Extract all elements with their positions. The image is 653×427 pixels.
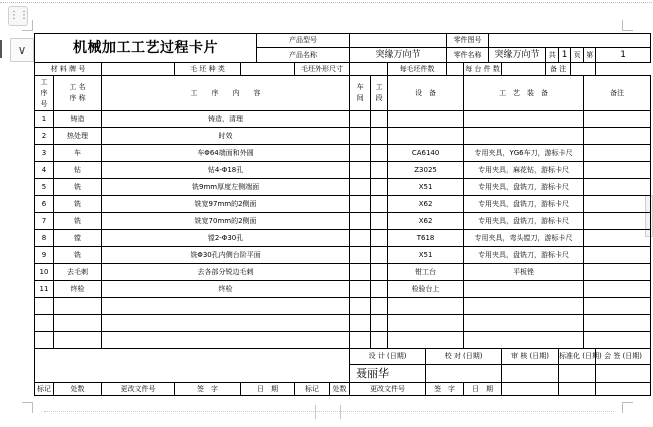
per-blank-label: 每毛坯件数 <box>388 63 447 76</box>
op-name: 铸造 <box>54 111 102 128</box>
standard-date-label: 标准化 (日期) <box>559 349 596 365</box>
op-tooling <box>464 315 584 332</box>
op-workshop <box>350 264 371 281</box>
op-remarks <box>584 111 651 128</box>
op-equipment: Z3025 <box>388 162 464 179</box>
op-equipment: 检验台上 <box>388 281 464 298</box>
op-tooling: 专用夹具，盘铣刀，游标卡尺 <box>464 247 584 264</box>
product-name-label: 产品名称 <box>257 48 350 63</box>
header-content: 工 序 内 容 <box>102 76 350 111</box>
table-row <box>35 264 651 281</box>
op-name: 热处理 <box>54 128 102 145</box>
part-drawing-label: 零件图号 <box>447 34 489 48</box>
total-pages-unit: 页 <box>571 48 584 63</box>
op-workshop <box>350 281 371 298</box>
op-name: 去毛刺 <box>54 264 102 281</box>
op-content <box>102 298 350 315</box>
op-equipment: X62 <box>388 196 464 213</box>
design-date-label: 设 计 (日期) <box>350 349 426 365</box>
table-row <box>35 332 651 349</box>
product-model-value[interactable] <box>350 34 447 48</box>
table-row <box>35 162 651 179</box>
op-workshop <box>350 162 371 179</box>
table-row <box>35 213 651 230</box>
op-remarks <box>584 230 651 247</box>
remark-value[interactable] <box>571 63 596 76</box>
per-unit-label: 每 台 件 数 <box>464 63 502 76</box>
op-equipment <box>388 298 464 315</box>
op-name <box>54 332 102 349</box>
op-number: 9 <box>35 247 54 264</box>
header-tooling: 工 艺 装 备 <box>464 76 584 111</box>
blank-type-value[interactable] <box>241 63 295 76</box>
op-content: 铣宽70mm的2侧面 <box>102 213 350 230</box>
header-remarks: 备注 <box>584 76 651 111</box>
top-dotted-guide <box>0 2 652 13</box>
per-blank-value[interactable] <box>447 63 464 76</box>
total-pages-label: 共 <box>546 48 559 63</box>
current-page-label: 第 <box>584 48 596 63</box>
op-name: 终检 <box>54 281 102 298</box>
op-equipment: X51 <box>388 179 464 196</box>
op-content: 终检 <box>102 281 350 298</box>
op-tooling: 专用夹具，盘铣刀，游标卡尺 <box>464 213 584 230</box>
header-section: 工 段 <box>375 83 383 102</box>
op-name: 铣 <box>54 213 102 230</box>
op-name: 车 <box>54 145 102 162</box>
op-workshop <box>350 179 371 196</box>
op-tooling: 专用夹具，盘铣刀，游标卡尺 <box>464 179 584 196</box>
rev-blank-1 <box>502 383 559 396</box>
op-name <box>54 315 102 332</box>
product-name-value[interactable]: 突缘万向节 <box>350 48 447 63</box>
op-tooling <box>464 281 584 298</box>
rev-mark-label: 标记 <box>295 383 330 396</box>
material-value[interactable] <box>102 63 175 76</box>
rev-date-label: 日 期 <box>241 383 295 396</box>
per-unit-value[interactable] <box>502 63 546 76</box>
current-page-value[interactable]: 1 <box>596 48 651 63</box>
op-remarks <box>584 281 651 298</box>
op-equipment: X62 <box>388 213 464 230</box>
op-tooling <box>464 332 584 349</box>
text-cursor-marker <box>0 40 6 58</box>
designer-signature[interactable]: 聂丽华 <box>350 365 426 383</box>
op-workshop <box>350 230 371 247</box>
op-remarks <box>584 332 651 349</box>
blank-type-label: 毛 坯 种 类 <box>175 63 241 76</box>
op-number <box>35 332 54 349</box>
op-equipment: CA6140 <box>388 145 464 162</box>
header-equipment: 设 备 <box>388 76 464 111</box>
op-workshop <box>350 145 371 162</box>
op-workshop <box>350 332 371 349</box>
op-tooling: 专用夹具，麻花钻，游标卡尺 <box>464 162 584 179</box>
op-section <box>371 196 388 213</box>
op-workshop <box>350 196 371 213</box>
op-tooling: 专用夹具，YG6车刀，游标卡尺 <box>464 145 584 162</box>
op-workshop <box>350 298 371 315</box>
remark-label: 备 注 <box>546 63 571 76</box>
op-workshop <box>350 247 371 264</box>
op-equipment <box>388 332 464 349</box>
op-equipment: 钳工台 <box>388 264 464 281</box>
rev-count-label: 处数 <box>54 383 102 396</box>
op-section <box>371 145 388 162</box>
page-corner-mark <box>622 20 633 31</box>
page-corner-mark <box>22 20 33 31</box>
table-row <box>35 111 651 128</box>
op-content: 时效 <box>102 128 350 145</box>
op-remarks <box>584 264 651 281</box>
op-tooling <box>464 298 584 315</box>
header-name: 工 名 序 称 <box>69 83 86 102</box>
part-name-value[interactable]: 突缘万向节 <box>489 48 546 63</box>
table-row <box>35 315 651 332</box>
op-name: 铣 <box>54 196 102 213</box>
op-tooling <box>464 128 584 145</box>
op-workshop <box>350 213 371 230</box>
op-workshop <box>350 128 371 145</box>
table-row <box>35 196 651 213</box>
op-tooling: 专用夹具，盘铣刀，游标卡尺 <box>464 196 584 213</box>
ruler-tick <box>315 405 316 419</box>
op-number: 8 <box>35 230 54 247</box>
op-equipment <box>388 315 464 332</box>
op-content: 镗2-Φ30孔 <box>102 230 350 247</box>
op-remarks <box>584 145 651 162</box>
op-tooling <box>464 111 584 128</box>
part-drawing-value[interactable] <box>489 34 651 48</box>
op-number: 6 <box>35 196 54 213</box>
part-name-label: 零件名称 <box>447 48 489 63</box>
op-number: 7 <box>35 213 54 230</box>
op-section <box>371 162 388 179</box>
op-section <box>371 315 388 332</box>
checker-signature[interactable] <box>426 365 502 383</box>
header-workshop: 车 间 <box>356 83 364 102</box>
op-remarks <box>584 196 651 213</box>
op-section <box>371 264 388 281</box>
op-name: 铣 <box>54 179 102 196</box>
op-number <box>35 315 54 332</box>
table-row <box>35 230 651 247</box>
page-corner-mark <box>622 402 633 413</box>
op-content: 铸造，清理 <box>102 111 350 128</box>
table-row <box>35 247 651 264</box>
op-content <box>102 332 350 349</box>
op-section <box>371 111 388 128</box>
countersign-signature[interactable] <box>596 365 651 383</box>
table-row <box>35 128 651 145</box>
op-name: 钻 <box>54 162 102 179</box>
blank-size-value[interactable] <box>350 63 388 76</box>
op-number: 4 <box>35 162 54 179</box>
rev-sign-label: 签 字 <box>175 383 241 396</box>
op-number: 10 <box>35 264 54 281</box>
ruler-tick <box>340 405 341 419</box>
op-content: 钻4-Φ18孔 <box>102 162 350 179</box>
page-corner-mark <box>22 402 33 413</box>
card-title: 机械加工工艺过程卡片 <box>35 34 257 63</box>
process-card-table <box>34 33 651 396</box>
bottom-dotted-guide <box>44 411 614 422</box>
op-content <box>102 315 350 332</box>
op-number: 1 <box>35 111 54 128</box>
op-name: 铣 <box>54 247 102 264</box>
rev-sign-label: 签 字 <box>426 383 464 396</box>
material-label: 材 料 牌 号 <box>35 63 102 76</box>
check-date-label: 校 对 (日期) <box>426 349 502 365</box>
op-number: 2 <box>35 128 54 145</box>
op-section <box>371 128 388 145</box>
table-row <box>35 298 651 315</box>
op-remarks <box>584 179 651 196</box>
op-section <box>371 247 388 264</box>
op-equipment: T618 <box>388 230 464 247</box>
header-seq: 工 序 号 <box>40 77 48 108</box>
op-content: 铣9mm厚度左侧端面 <box>102 179 350 196</box>
op-remarks <box>584 162 651 179</box>
op-workshop <box>350 315 371 332</box>
op-section <box>371 230 388 247</box>
op-remarks <box>584 213 651 230</box>
rev-count-label: 处数 <box>330 383 350 396</box>
approval-blank <box>35 349 350 383</box>
op-equipment: X51 <box>388 247 464 264</box>
total-pages-value[interactable]: 1 <box>559 48 571 63</box>
op-equipment <box>388 111 464 128</box>
op-content: 去各部分锐边毛刺 <box>102 264 350 281</box>
drag-handle-icon[interactable]: ⋮⋮ <box>8 6 28 26</box>
op-section <box>371 179 388 196</box>
op-section <box>371 213 388 230</box>
op-name <box>54 298 102 315</box>
op-remarks <box>584 298 651 315</box>
table-row <box>35 179 651 196</box>
op-workshop <box>350 111 371 128</box>
table-row <box>35 281 651 298</box>
op-section <box>371 332 388 349</box>
rev-date-label: 日 期 <box>464 383 502 396</box>
op-section <box>371 298 388 315</box>
op-section <box>371 281 388 298</box>
chevron-down-icon[interactable]: ∨ <box>10 38 34 62</box>
op-content: 铣Φ30孔内侧台阶平面 <box>102 247 350 264</box>
table-row <box>35 145 651 162</box>
op-content: 铣宽97mm的2侧面 <box>102 196 350 213</box>
op-remarks <box>584 247 651 264</box>
rev-doc-label: 更改文件号 <box>102 383 175 396</box>
op-content: 车Φ64端面和外圆 <box>102 145 350 162</box>
rev-mark-label: 标记 <box>35 383 54 396</box>
standard-signature[interactable] <box>559 365 596 383</box>
op-number: 5 <box>35 179 54 196</box>
rev-blank-3 <box>596 383 651 396</box>
op-number: 3 <box>35 145 54 162</box>
reviewer-signature[interactable] <box>502 365 559 383</box>
op-tooling: 平板锉 <box>464 264 584 281</box>
op-remarks <box>584 128 651 145</box>
op-name: 镗 <box>54 230 102 247</box>
product-model-label: 产品型号 <box>257 34 350 48</box>
op-tooling: 专用夹具，弯头镗刀，游标卡尺 <box>464 230 584 247</box>
rev-doc-label: 更改文件号 <box>350 383 426 396</box>
op-equipment <box>388 128 464 145</box>
review-date-label: 审 核 (日期) <box>502 349 559 365</box>
rev-blank-2 <box>559 383 596 396</box>
process-card <box>34 33 643 398</box>
op-remarks <box>584 315 651 332</box>
op-number: 11 <box>35 281 54 298</box>
op-number <box>35 298 54 315</box>
sign-date-label: 会 签 (日期) <box>596 349 651 365</box>
blank-size-label: 毛坯外形尺寸 <box>295 63 350 76</box>
